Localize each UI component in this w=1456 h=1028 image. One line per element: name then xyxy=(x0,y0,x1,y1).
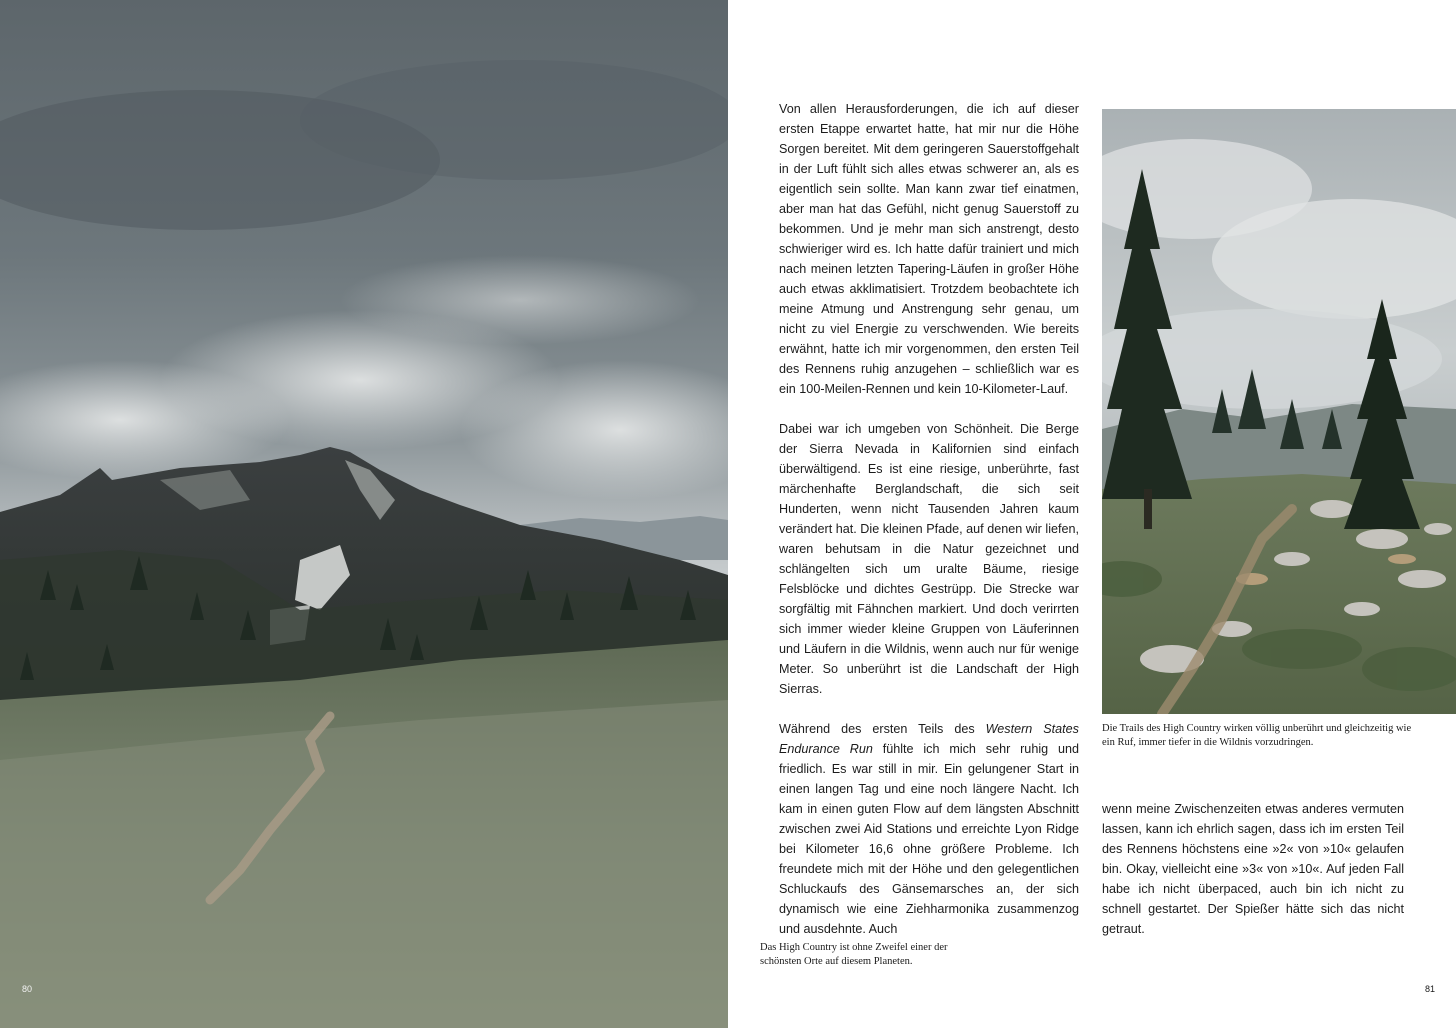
forest-trail-photo xyxy=(1102,109,1456,714)
paragraph-first-part xyxy=(779,719,1079,939)
caption-mountain-photo: Das High Country ist ohne Zweifel einer der schönsten Orte auf diesem Planeten. xyxy=(760,942,948,967)
paragraph-altitude: Von allen Herausforderungen, die ich auf dieser ersten Etappe erwartet hatte, hat mir nur die Höhe Sorgen bereitet. Mit dem geringeren Sauerstoffgehalt in der Luft fühlt sich alles etwas schwerer an, als es eigentlich sein sollte. Man kann zwar tief einatmen, aber man hat das Gefühl, nicht genug Sauerstoff zu bekommen. Und je mehr man sich anstrengt, desto schwieriger wird es. Ich hatte dafür trainiert und mich nach meinen letzten Tapering-Läufen in großer Höhe auch etwas akklimatisiert. Trotzdem beobachtete ich meine Atmung und Anstrengung sehr genau, um nicht zu viel Energie zu verschwenden. Wie bereits erwähnt, hatte ich mir vorgenommen, den ersten Teil des Rennens ruhig anzugehen – schließlich war es ein 100-Meilen-Rennen und kein 10-Kilometer-Lauf. xyxy=(779,102,1079,396)
page-number-right: 81 xyxy=(1425,984,1436,994)
paragraph-first-part-end: fühlte ich mich sehr ruhig und friedlich. Es war still in mir. Ein gelungener Start in einen langen Tag und eine noch längere Nacht. Ich kam in einen guten Flow auf dem längsten Abschnitt zwischen zwei Aid Stations und erreichte Lyon Ridge bei Kilometer 16,6 ohne größere Probleme. Ich freundete mich mit der Höhe und den gelegentlichen Schluckaufs des Gänsemarsches an, der sich dynamisch wie eine Ziehharmonika zusammenzog und ausdehnte. Auch xyxy=(779,742,1079,936)
right-page xyxy=(728,0,1456,1028)
page-number-left: 80 xyxy=(22,984,33,994)
race-name-italic: Western States Endurance Run xyxy=(779,722,1079,756)
main-text-column xyxy=(779,99,1079,939)
caption-trail-photo: Die Trails des High Country wirken völlig unberührt und gleichzeitig wie ein Ruf, immer tiefer in die Wildnis vorzudringen. xyxy=(1102,723,1412,748)
paragraph-split-times: wenn meine Zwischenzeiten etwas anderes vermuten lassen, kann ich ehrlich sagen, dass ich im ersten Teil des Rennens höchstens eine »2« von »10« gelaufen bin. Okay, vielleicht eine »3« von »10«. Auf jeden Fall habe ich nicht überpaced, auch bin ich nicht zu schnell gestartet. Der Spießer hätte sich das nicht getraut. xyxy=(1102,802,1404,936)
second-text-column xyxy=(1102,799,1404,939)
paragraph-first-part-start: Während des ersten Teils des xyxy=(779,722,986,736)
paragraph-beauty: Dabei war ich umgeben von Schönheit. Die Berge der Sierra Nevada in Kalifornien sind einfach überwältigend. Es ist eine riesige, unberührte, fast märchenhafte Berglandschaft, die sich seit Hunderten, wenn nicht Tausenden Jahren kaum verändert hat. Die kleinen Pfade, auf denen wir liefen, waren behutsam in die Natur gezeichnet und schlängelten sich um uralte Bäume, riesige Felsblöcke und dichtes Gestrüpp. Die Strecke war sorgfältig mit Fähnchen markiert. Und doch verirrten sich immer wieder kleine Gruppen von Läuferinnen und Läufern in die Wildnis, wenn auch nur für wenige Meter. So unberührt ist die Landschaft der High Sierras. xyxy=(779,422,1079,696)
